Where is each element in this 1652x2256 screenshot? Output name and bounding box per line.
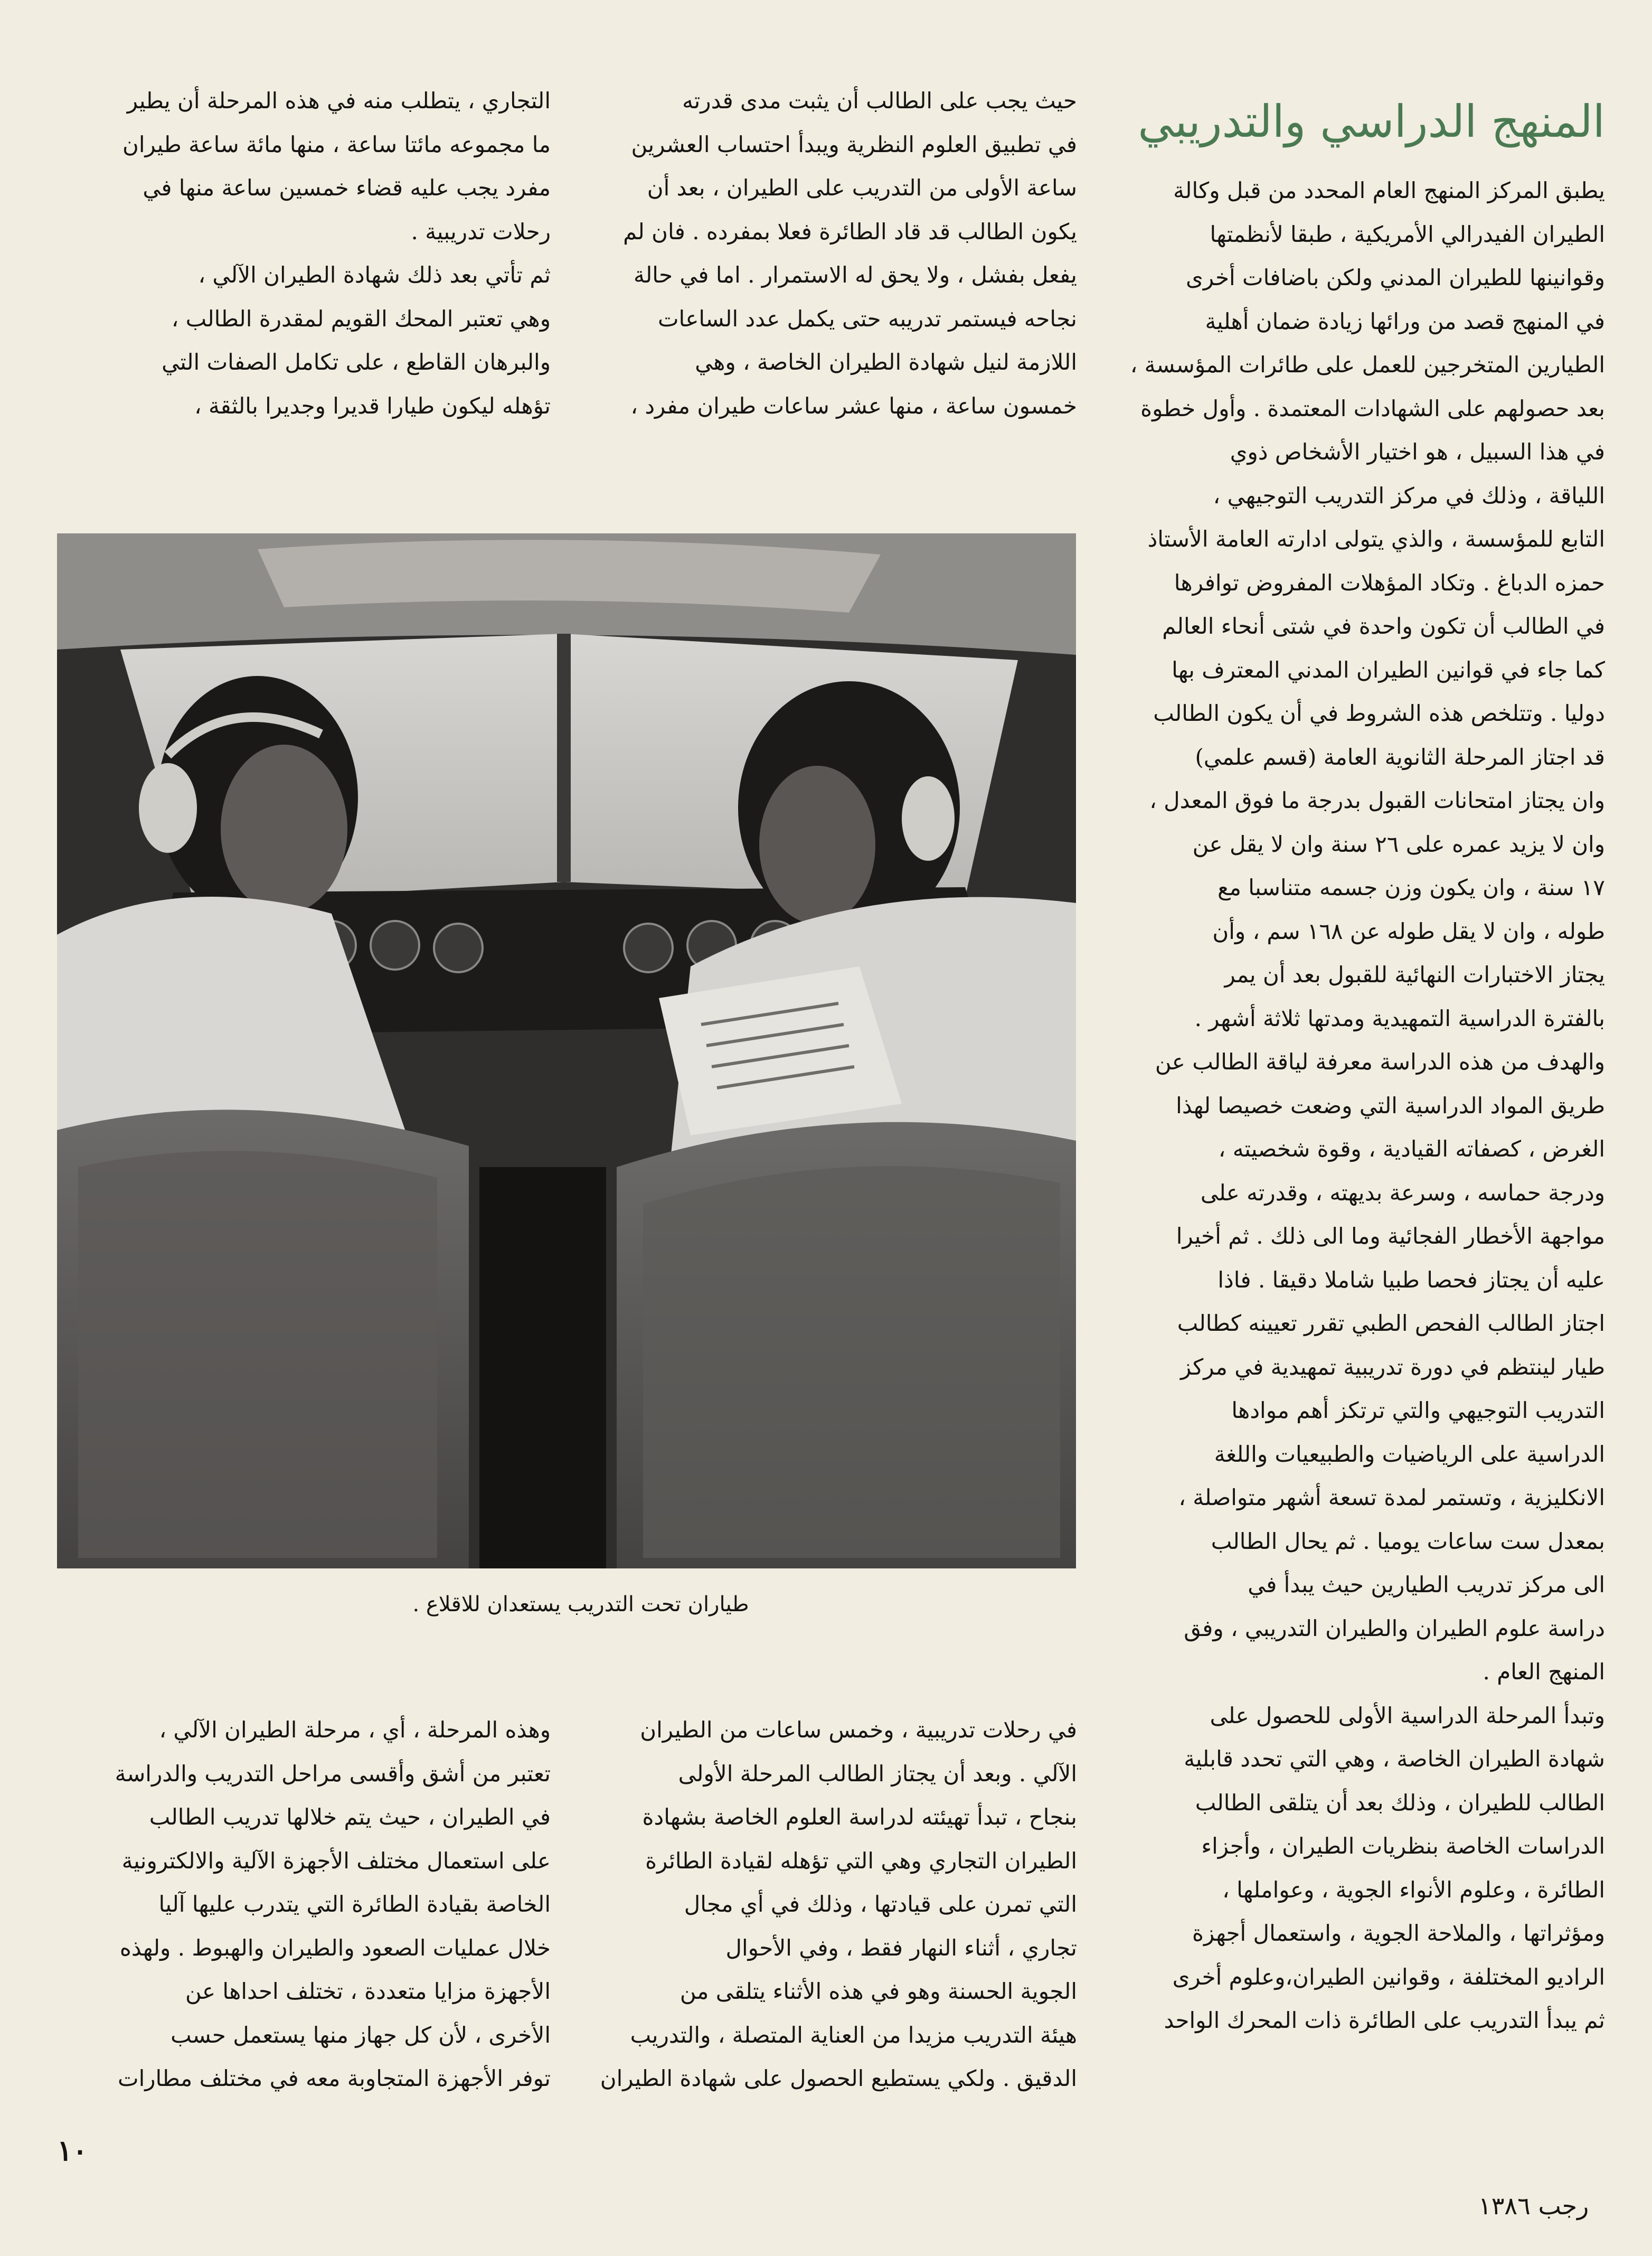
column-left-top: [57, 79, 551, 428]
paragraph-intro: يطبق المركز المنهج العام المحدد من قبل وكالة الطيران الفيدرالي الأمريكية ، طبقا لأنظمتها وقوانينها للطيران المدني ولكن باضافات أخرى في المنهج قصد من ورائها زيادة ضمان أهلية الطيارين المتخرجين للعمل على طائرات المؤسسة ، بعد حصولهم على الشهادات المعتمدة . وأول خطوة في هذا السبيل ، هو اختيار الأشخاص ذوي اللياقة ، وذلك في مركز التدريب التوجيهي ، التابع للمؤسسة ، والذي يتولى ادارته العامة الأستاذ حمزه الدباغ . وتكاد المؤهلات المفروض توافرها في الطالب أن تكون واحدة في شتى أنحاء العالم كما جاء في قوانين الطيران المدني المعترف بها دوليا . وتتلخص هذه الشروط في أن يكون الطالب قد اجتاز المرحلة الثانوية العامة (قسم علمي) وان يجتاز امتحانات القبول بدرجة ما فوق المعدل ، وان لا يزيد عمره على ٢٦ سنة وان لا يقل عن ١٧ سنة ، وان يكون وزن جسمه متناسبا مع طوله ، وان لا يقل طوله عن ١٦٨ سم ، وأن يجتاز الاختبارات النهائية للقبول بعد أن يمر بالفترة الدراسية التمهيدية ومدتها ثلاثة أشهر . والهدف من هذه الدراسة معرفة لياقة الطالب عن طريق المواد الدراسية التي وضعت خصيصا لهذا الغرض ، كصفاته القيادية ، وقوة شخصيته ، ودرجة حماسه ، وسرعة بديهته ، وقدرته على مواجهة الأخطار الفجائية وما الى ذلك . ثم أخيرا عليه أن يجتاز فحصا طبيا شاملا دقيقا . فاذا اجتاز الطالب الفحص الطبي تقرر تعيينه كطالب طيار لينتظم في دورة تدريبية تمهيدية في مركز التدريب التوجيهي والتي ترتكز أهم موادها الدراسية على الرياضيات والطبيعيات واللغة الانكليزية ، وتستمر لمدة تسعة أشهر متواصلة ، بمعدل ست ساعات يوميا . ثم يحال الطالب الى مركز تدريب الطيارين حيث يبدأ في دراسة علوم الطيران والطيران التدريبي ، وفق المنهج العام .: [1130, 177, 1605, 1685]
article-title: المنهج الدراسي والتدريبي: [1138, 96, 1605, 147]
page-number: ١٠: [57, 2133, 88, 2167]
column-left-bottom: [57, 1708, 551, 2101]
paragraph-solo-training: حيث يجب على الطالب أن يثبت مدى قدرته في تطبيق العلوم النظرية ويبدأ احتساب العشرين ساعة الأولى من التدريب على الطيران ، بعد أن يكون الطالب قد قاد الطائرة فعلا بمفرده . فان لم يفعل بفشل ، ولا يحق له الاستمرار . اما في حالة نجاحه فيستمر تدريبه حتى يكمل عدد الساعات اللازمة لنيل شهادة الطيران الخاصة ، وهي خمسون ساعة ، منها عشر ساعات طيران مفرد ،: [623, 88, 1077, 419]
column-middle-top: [575, 79, 1077, 428]
paragraph-first-stage: وتبدأ المرحلة الدراسية الأولى للحصول على شهادة الطيران الخاصة ، وهي التي تحدد قابلية الطالب للطيران ، وذلك بعد أن يتلقى الطالب الدراسات الخاصة بنظريات الطيران ، وأجزاء الطائرة ، وعلوم الأنواء الجوية ، وعواملها ، ومؤثراتها ، والملاحة الجوية ، واستعمال أجهزة الراديو المختلفة ، وقوانين الطيران،وعلوم أخرى ثم يبدأ التدريب على الطائرة ذات المحرك الواحد: [1164, 1702, 1605, 2033]
paragraph-instrument-certificate: التجاري ، يتطلب منه في هذه المرحلة أن يطير ما مجموعه مائتا ساعة ، منها مائة ساعة طيران مفرد يجب عليه قضاء خمسين ساعة منها في رحلات تدريبية . ثم تأتي بعد ذلك شهادة الطيران الآلي ، وهي تعتبر المحك القويم لمقدرة الطالب ، والبرهان القاطع ، على تكامل الصفات التي تؤهله ليكون طيارا قديرا وجديرا بالثقة ،: [122, 88, 551, 419]
column-right: [1102, 169, 1605, 2043]
issue-date: رجب ١٣٨٦: [1478, 2192, 1589, 2220]
photo-caption: طياران تحت التدريب يستعدان للاقلاع .: [412, 1592, 749, 1616]
column-middle-bottom: [575, 1708, 1077, 2101]
paragraph-instrument-stage: وهذه المرحلة ، أي ، مرحلة الطيران الآلي ، تعتبر من أشق وأقسى مراحل التدريب والدراسة في الطيران ، حيث يتم خلالها تدريب الطالب على استعمال مختلف الأجهزة الآلية والالكترونية الخاصة بقيادة الطائرة التي يتدرب عليها آليا خلال عمليات الصعود والطيران والهبوط . ولهذه الأجهزة مزايا متعددة ، تختلف احداها عن الأخرى ، لأن كل جهاز منها يستعمل حسب توفر الأجهزة المتجاوبة معه في مختلف مطارات: [115, 1717, 551, 2091]
cockpit-photo: [57, 533, 1076, 1568]
paragraph-commercial-certificate: في رحلات تدريبية ، وخمس ساعات من الطيران الآلي . وبعد أن يجتاز الطالب المرحلة الأولى بنجاح ، تبدأ تهيئته لدراسة العلوم الخاصة بشهادة الطيران التجاري وهي التي تؤهله لقيادة الطائرة التي تمرن على قيادتها ، وذلك في أي مجال تجاري ، أثناء النهار فقط ، وفي الأحوال الجوية الحسنة وهو في هذه الأثناء يتلقى من هيئة التدريب مزيدا من العناية المتصلة ، والتدريب الدقيق . ولكي يستطيع الحصول على شهادة الطيران: [600, 1717, 1077, 2091]
